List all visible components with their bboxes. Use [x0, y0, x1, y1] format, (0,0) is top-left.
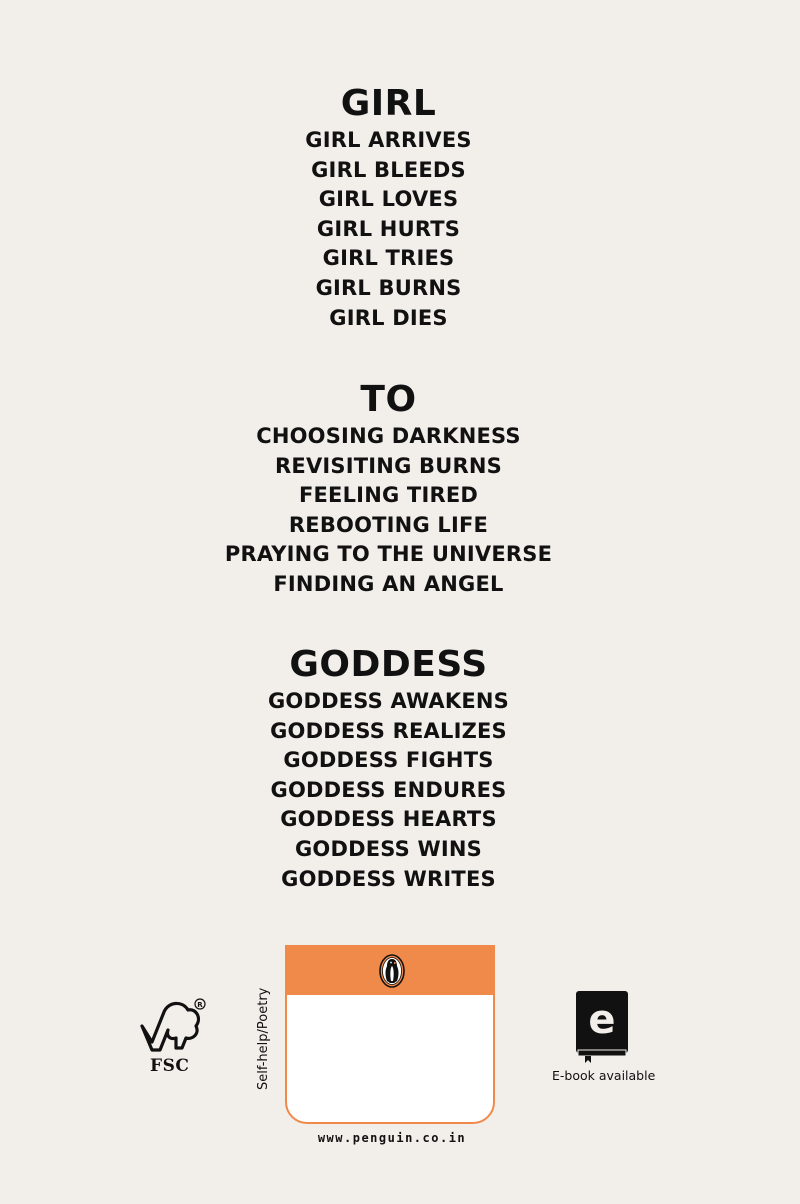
- ebook-label: E-book available: [552, 1068, 656, 1083]
- section-to: [0, 378, 777, 600]
- publisher-url: www.penguin.co.in: [317, 1131, 467, 1145]
- list-item: GIRL ARRIVES: [305, 128, 472, 152]
- list-item: GODDESS ENDURES: [270, 777, 507, 802]
- list-item: REVISITING BURNS: [275, 453, 502, 478]
- ebook-e-icon: [575, 990, 629, 1064]
- section-heading: TO: [360, 379, 417, 420]
- section-girl: [0, 82, 777, 333]
- list-item: GODDESS WINS: [295, 836, 482, 861]
- list-item: PRAYING TO THE UNIVERSE: [224, 542, 553, 567]
- svg-text:R: R: [197, 1001, 203, 1009]
- penguin-logo-icon: [379, 954, 405, 988]
- list-item: CHOOSING DARKNESS: [256, 424, 521, 448]
- section-goddess: [0, 643, 777, 894]
- publisher-band: [287, 947, 493, 995]
- fsc-label: FSC: [150, 1056, 190, 1076]
- list-item: GODDESS REALIZES: [270, 718, 507, 743]
- section-heading: GODDESS: [289, 644, 488, 685]
- barcode-box: [285, 945, 495, 1124]
- list-item: FEELING TIRED: [298, 483, 479, 508]
- list-item: REBOOTING LIFE: [288, 512, 489, 537]
- section-heading: GIRL: [340, 83, 437, 124]
- list-item: GODDESS HEARTS: [280, 807, 497, 832]
- list-item: GIRL LOVES: [318, 187, 459, 212]
- list-item: GODDESS FIGHTS: [283, 748, 494, 773]
- list-item: GIRL DIES: [329, 305, 448, 330]
- list-item: GIRL TRIES: [322, 246, 455, 271]
- list-item: GODDESS WRITES: [281, 866, 496, 891]
- svg-text:e: e: [588, 997, 616, 1043]
- list-item: GIRL BURNS: [315, 275, 462, 300]
- list-item: GIRL HURTS: [316, 216, 461, 241]
- list-item: GIRL BLEEDS: [311, 157, 466, 182]
- list-item: FINDING AN ANGEL: [273, 571, 504, 596]
- list-item: GODDESS AWAKENS: [267, 689, 509, 713]
- category-label: Self-help/Poetry: [256, 987, 271, 1090]
